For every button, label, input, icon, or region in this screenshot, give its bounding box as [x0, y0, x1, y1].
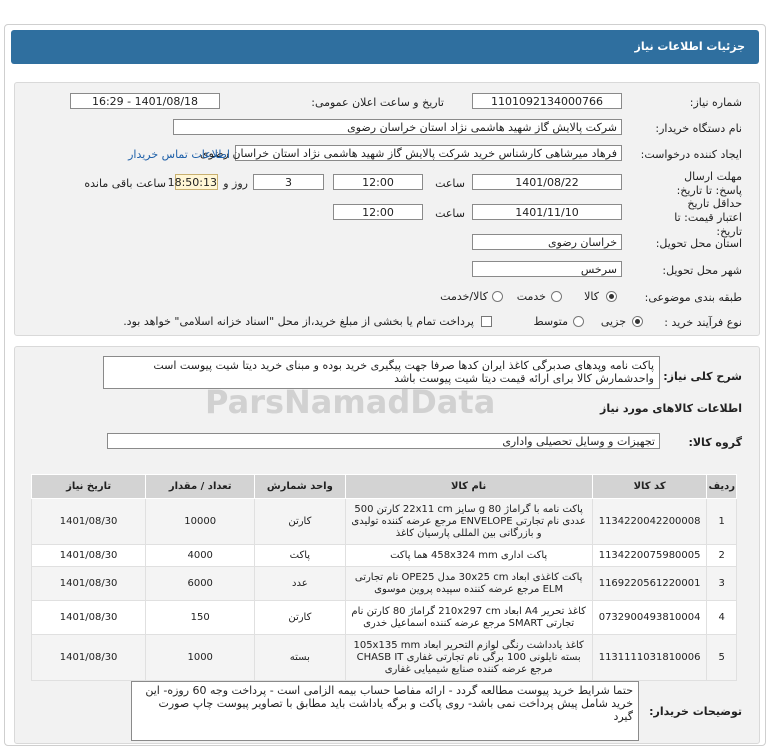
purchase-option-minor: جزیی — [600, 315, 626, 328]
row-code: 0732900493810004 — [592, 601, 707, 635]
row-code: 1134220042200008 — [592, 499, 707, 545]
category-radio-goods[interactable] — [606, 291, 617, 302]
category-option-goods: کالا — [584, 290, 599, 303]
row-index: 1 — [707, 499, 737, 545]
row-qty: 150 — [146, 601, 255, 635]
header-bar — [11, 30, 759, 64]
row-date: 1401/08/30 — [32, 499, 146, 545]
announce-label: تاریخ و ساعت اعلان عمومی: — [311, 96, 444, 109]
need-number-field: 1101092134000766 — [472, 93, 622, 109]
row-code: 1169220561220001 — [592, 567, 707, 601]
category-option-service: خدمت — [516, 290, 546, 303]
row-name: پاکت کاغذی ابعاد 30x25 cm مدل OPE25 نام تجارتی ELM مرجع عرضه کننده سپیده پروین موسوی — [345, 567, 592, 601]
table-row — [32, 635, 737, 681]
goods-table — [31, 474, 737, 681]
days-label: روز و — [223, 177, 248, 190]
row-index: 3 — [707, 567, 737, 601]
goods-group-label: گروه کالا: — [688, 436, 742, 449]
col-qty-header: تعداد / مقدار — [146, 475, 255, 499]
province-field: خراسان رضوی — [472, 234, 622, 250]
table-row — [32, 567, 737, 601]
page-title: جزئیات اطلاعات نیاز — [634, 40, 745, 53]
row-date: 1401/08/30 — [32, 635, 146, 681]
category-option-both: کالا/خدمت — [440, 290, 488, 303]
announce-field: 1401/08/18 - 16:29 — [70, 93, 220, 109]
deadline-time-field: 12:00 — [333, 174, 423, 190]
treasury-payment-note: پرداخت تمام یا بخشی از مبلغ خرید،از محل "اسناد خزانه اسلامی" خواهد بود. — [123, 315, 474, 328]
row-code: 1134220075980005 — [592, 545, 707, 567]
validity-date-field: 1401/11/10 — [472, 204, 622, 220]
table-row — [32, 545, 737, 567]
description-text: پاکت نامه وپدهای صدبرگی کاغذ ایران کدها صرفا جهت پیگیری خرید بوده و مبنای خرید دیتا شیت پیوست است واحدشمارش کالا برای ارائه قیمت دیتا شیت پیوست باشد — [103, 356, 660, 389]
purchase-option-medium: متوسط — [533, 315, 568, 328]
row-unit: بسته — [255, 635, 345, 681]
remaining-time-field: 18:50:13 — [167, 176, 217, 189]
row-name: کاغذ تحریر A4 ابعاد 210x297 cm گراماژ 80 کارتن نام تجارتی SMART مرجع عرضه کننده اسماعیل خدری — [345, 601, 592, 635]
row-name: پاکت نامه با گراماژ 80 g سایز 22x11 cm کارتن 500 عددی نام تجارتی ENVELOPE مرجع عرضه کننده تولیدی و بازرگانی بین المللی پارسیان کاغذ — [345, 499, 592, 545]
table-header-row — [32, 475, 737, 499]
table-row — [32, 499, 737, 545]
purchase-radio-minor[interactable] — [632, 316, 643, 327]
goods-group-field: تجهیزات و وسایل تحصیلی واداری — [107, 433, 660, 449]
col-index-header: ردیف — [707, 475, 737, 499]
deadline-time-label: ساعت — [435, 177, 465, 190]
col-unit-header: واحد شمارش — [255, 475, 345, 499]
row-date: 1401/08/30 — [32, 601, 146, 635]
table-row — [32, 601, 737, 635]
treasury-payment-checkbox[interactable] — [481, 316, 492, 327]
province-label: استان محل تحویل: — [655, 237, 742, 250]
remaining-label: ساعت باقی مانده — [84, 177, 166, 190]
row-unit: عدد — [255, 567, 345, 601]
row-qty: 6000 — [146, 567, 255, 601]
deadline-date-field: 1401/08/22 — [472, 174, 622, 190]
creator-label: ایجاد کننده درخواست: — [640, 148, 742, 161]
goods-section-title: اطلاعات کالاهای مورد نیاز — [600, 402, 742, 415]
row-code: 1131111031810006 — [592, 635, 707, 681]
buyer-org-field: شرکت پالایش گاز شهید هاشمی نژاد استان خراسان رضوی — [173, 119, 622, 135]
category-radio-both[interactable] — [492, 291, 503, 302]
purchase-type-label: نوع فرآیند خرید : — [664, 316, 742, 329]
row-index: 4 — [707, 601, 737, 635]
days-field: 3 — [253, 174, 324, 190]
validity-time-label: ساعت — [435, 207, 465, 220]
category-radio-service[interactable] — [551, 291, 562, 302]
creator-field: فرهاد میرشاهی کارشناس خرید شرکت پالایش گاز شهید هاشمی نژاد استان خراسان رضوی — [235, 145, 622, 161]
row-qty: 1000 — [146, 635, 255, 681]
need-number-label: شماره نیاز: — [689, 96, 742, 109]
row-unit: کارتن — [255, 499, 345, 545]
category-label: طبقه بندی موضوعی: — [644, 291, 742, 304]
row-unit: کارتن — [255, 601, 345, 635]
row-index: 5 — [707, 635, 737, 681]
col-date-header: تاریخ نیاز — [32, 475, 146, 499]
buyer-notes-label: توضیحات خریدار: — [649, 705, 742, 718]
city-field: سرخس — [472, 261, 622, 277]
purchase-radio-medium[interactable] — [573, 316, 584, 327]
buyer-contact-link[interactable]: اطلاعات تماس خریدار — [128, 148, 230, 161]
row-name: پاکت اداری 458x324 mm هما پاکت — [345, 545, 592, 567]
description-label: شرح کلی نیاز: — [663, 370, 742, 383]
row-date: 1401/08/30 — [32, 567, 146, 601]
row-date: 1401/08/30 — [32, 545, 146, 567]
col-name-header: نام کالا — [345, 475, 592, 499]
row-index: 2 — [707, 545, 737, 567]
row-unit: پاکت — [255, 545, 345, 567]
city-label: شهر محل تحویل: — [662, 264, 742, 277]
deadline-label: مهلت ارسال پاسخ: تا تاریخ: — [676, 170, 742, 197]
row-qty: 10000 — [146, 499, 255, 545]
col-code-header: کد کالا — [592, 475, 707, 499]
row-name: کاغذ یادداشت رنگی لوازم التحریر ابعاد 105x135 mm بسته نایلونی 100 برگی نام تجارتی غفاری CHASB IT مرجع عرضه کننده صنایع شیمیایی غفاری — [345, 635, 592, 681]
buyer-notes-text: حتما شرایط خرید پیوست مطالعه گردد - ارائه مفاصا حساب بیمه الزامی است - پرداخت وجه 60 روزه- این خرید شامل پیش پرداخت نمی باشد- روی پاکت و برگه یاداشت باید مطابق با تصاویر پیوست چاپ صورت گیرد — [131, 681, 639, 741]
validity-label: حداقل تاریخ اعتبار قیمت: تا تاریخ: — [674, 197, 742, 238]
buyer-org-label: نام دستگاه خریدار: — [655, 122, 742, 135]
validity-time-field: 12:00 — [333, 204, 423, 220]
watermark: ParsNamadData — [205, 383, 496, 421]
row-qty: 4000 — [146, 545, 255, 567]
